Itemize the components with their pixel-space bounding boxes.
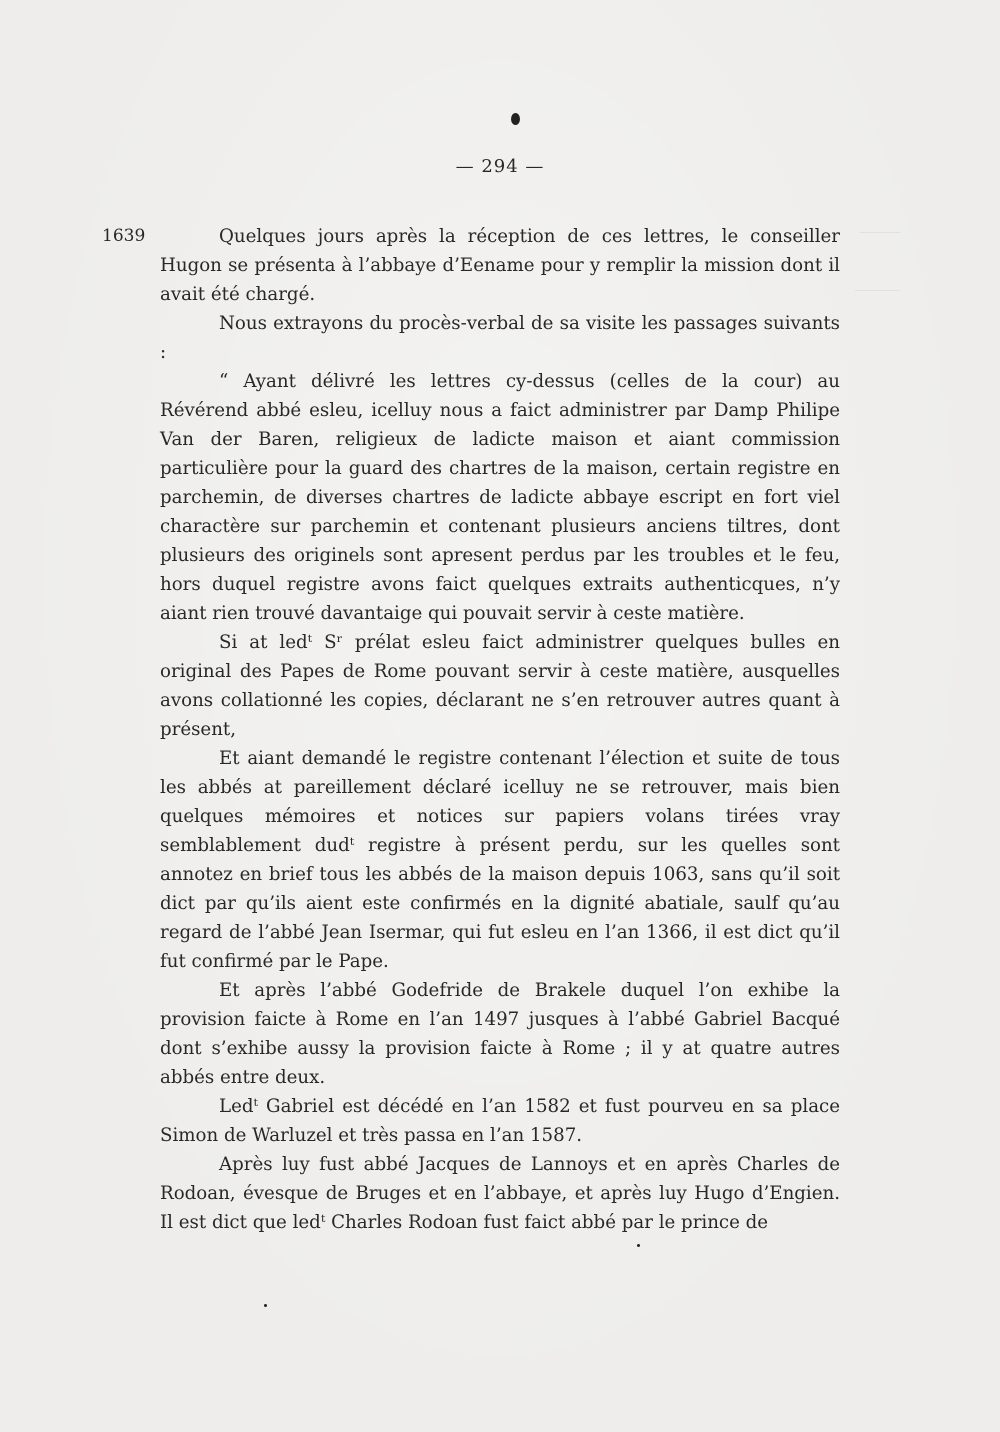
paragraph: Nous extrayons du procès-verbal de sa visite les passages suivants :: [160, 313, 840, 363]
paragraph: Si at ledᵗ Sʳ prélat esleu faict administrer quelques bulles en original des Papes de Rome pouvant servir à ceste matière, ausquelles avons collationné les copies, déclarant ne s’en retrouver autres quant à présent,: [160, 632, 840, 740]
margin-year: 1639: [102, 226, 146, 246]
paragraph: Après luy fust abbé Jacques de Lannoys et en après Charles de Rodoan, évesque de Bruges et en l’abbaye, et après luy Hugo d’Engien. Il est dict que ledᵗ Charles Rodoan fust faict abbé par le prince de: [160, 1154, 840, 1233]
bleed-through-mark: [855, 290, 900, 291]
bleed-through-mark: [860, 232, 900, 233]
ink-speck: [264, 1304, 267, 1307]
page-number: — 294 —: [455, 156, 545, 177]
body-text: [160, 222, 840, 1237]
paragraph: Ledᵗ Gabriel est décédé en l’an 1582 et fust pourveu en sa place Simon de Warluzel et très passa en l’an 1587.: [160, 1096, 840, 1146]
paragraph: Et aiant demandé le registre contenant l’élection et suite de tous les abbés at pareillement déclaré icelluy ne se retrouver, mais bien quelques mémoires et notices sur papiers volans tirées vray semblablement dudᵗ registre à présent perdu, sur les quelles sont annotez en brief tous les abbés de la maison depuis 1063, sans qu’il soit dict par qu’ils aient este confirmés en la dignité abatiale, saulf qu’au regard de l’abbé Jean Isermar, qui fut esleu en l’an 1366, il est dict qu’il fut confirmé par le Pape.: [160, 748, 840, 972]
ink-dot-top: [511, 113, 520, 125]
ink-speck: [637, 1244, 640, 1247]
paragraph: Quelques jours après la réception de ces lettres, le conseiller Hugon se présenta à l’abbaye d’Eename pour y remplir la mission dont il avait été chargé.: [160, 226, 840, 305]
paragraph: Et après l’abbé Godefride de Brakele duquel l’on exhibe la provision faicte à Rome en l’an 1497 jusques à l’abbé Gabriel Bacqué dont s’exhibe aussy la provision faicte à Rome ; il y at quatre autres abbés entre deux.: [160, 980, 840, 1088]
paragraph: “ Ayant délivré les lettres cy-dessus (celles de la cour) au Révérend abbé esleu, icelluy nous a faict administrer par Damp Philipe Van der Baren, religieux de ladicte maison et aiant commission particulière pour la guard des chartres de la maison, certain registre en parchemin, de diverses chartres de ladicte abbaye escript en fort viel charactère sur parchemin et contenant plusieurs anciens tiltres, dont plusieurs des originels sont apresent perdus par les troubles et le feu, hors duquel registre avons faict quelques extraits authenticques, n’y aiant rien trouvé davantaige qui pouvait servir à ceste matière.: [160, 371, 840, 624]
